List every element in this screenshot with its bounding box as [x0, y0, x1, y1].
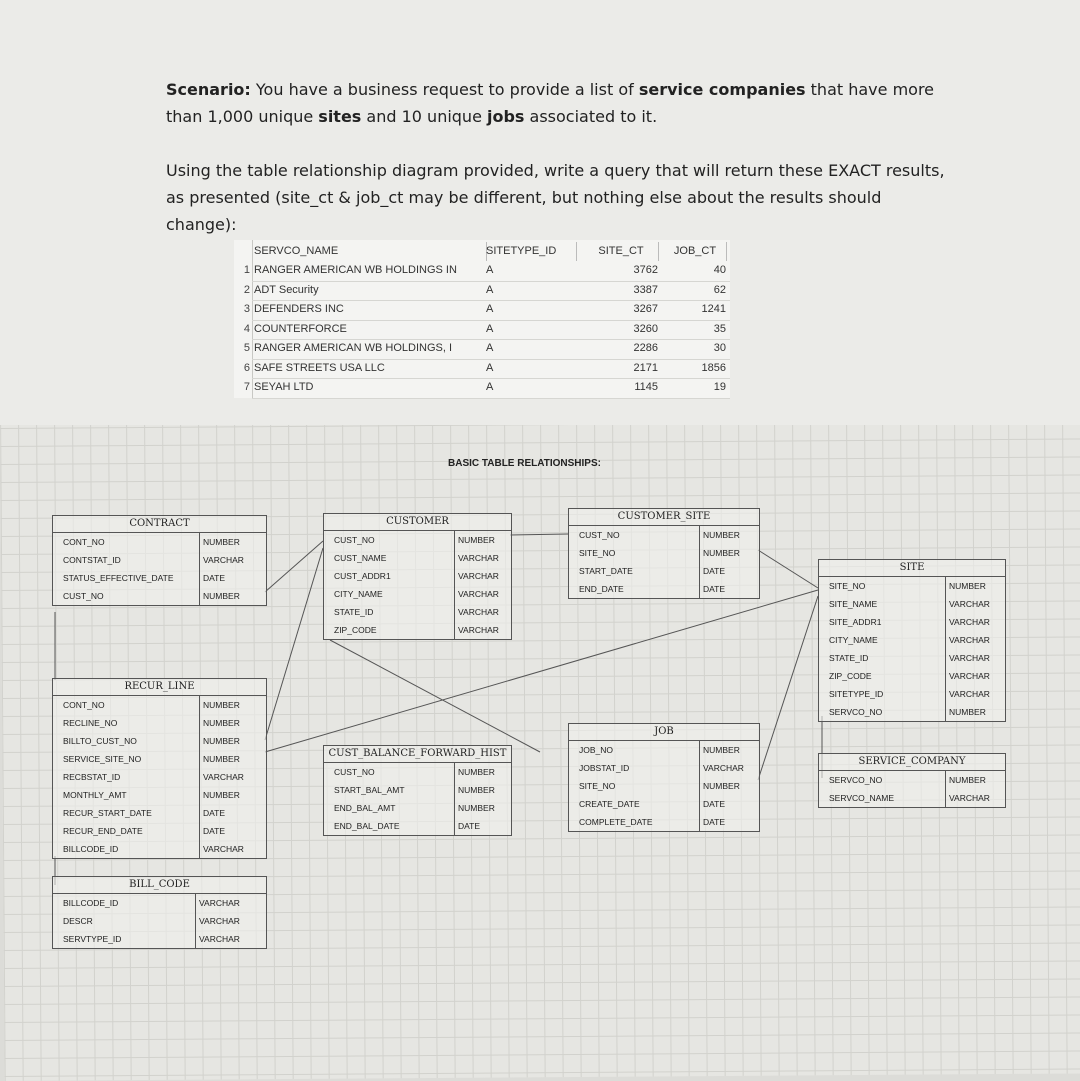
rel-customer-balance — [330, 640, 540, 752]
job-ct-cell: 30 — [713, 342, 726, 354]
field-name: SERVCO_NO — [829, 775, 883, 785]
field-type: VARCHAR — [203, 555, 244, 565]
servco-name-cell: DEFENDERS INC — [254, 303, 344, 315]
col-sitetype-id: SITETYPE_ID — [486, 242, 577, 261]
field-type: NUMBER — [949, 707, 986, 717]
field-type: VARCHAR — [949, 671, 990, 681]
table-field — [53, 696, 266, 714]
scenario-text: Scenario: You have a business request to provide a list of service companies that have more than 1,000 unique sites and 10 unique jobs associated to it. — [166, 80, 935, 126]
field-type: NUMBER — [203, 591, 240, 601]
field-name: CONTSTAT_ID — [63, 555, 121, 565]
table-field — [569, 544, 759, 562]
table-field — [819, 595, 1005, 613]
table-name: CUSTOMER_SITE — [569, 509, 759, 526]
table-field — [569, 777, 759, 795]
table-field — [324, 799, 511, 817]
table-field — [819, 667, 1005, 685]
field-type: NUMBER — [703, 530, 740, 540]
servco-name-cell: RANGER AMERICAN WB HOLDINGS IN — [254, 264, 457, 276]
servco-name-cell: COUNTERFORCE — [254, 322, 347, 335]
table-field — [324, 549, 511, 567]
table-field — [819, 789, 1005, 807]
field-name: RECUR_START_DATE — [63, 808, 152, 818]
table-cust-balance — [323, 745, 512, 836]
field-name: CITY_NAME — [334, 589, 383, 599]
sitetype-cell: A — [486, 303, 494, 315]
row-number: 6 — [243, 361, 250, 374]
field-name: CONT_NO — [63, 700, 105, 710]
field-type: VARCHAR — [458, 607, 499, 617]
field-name: CUST_NAME — [334, 553, 387, 563]
field-name: MONTHLY_AMT — [63, 790, 127, 800]
field-type: VARCHAR — [703, 763, 744, 773]
sitetype-cell: A — [486, 342, 494, 354]
field-name: CONT_NO — [63, 537, 105, 547]
table-field — [53, 732, 266, 750]
table-field — [53, 894, 266, 912]
field-name: START_DATE — [579, 566, 633, 576]
table-site — [818, 559, 1006, 722]
table-field — [324, 781, 511, 799]
row-number: 5 — [243, 342, 250, 354]
table-field — [324, 603, 511, 621]
field-name: CUST_ADDR1 — [334, 571, 391, 581]
job-ct-cell: 62 — [713, 283, 726, 296]
field-type: NUMBER — [203, 537, 240, 547]
field-type: VARCHAR — [949, 635, 990, 645]
table-name: JOB — [569, 724, 759, 741]
field-name: DESCR — [63, 916, 93, 926]
field-type: NUMBER — [203, 790, 240, 800]
table-name: CUST_BALANCE_FORWARD_HIST — [324, 746, 511, 763]
rel-customer-custsite — [510, 534, 568, 535]
table-name: SERVICE_COMPANY — [819, 754, 1005, 771]
field-name: CUST_NO — [334, 535, 375, 545]
servco-name-cell: ADT Security — [254, 283, 319, 296]
table-field — [324, 567, 511, 585]
table-field — [53, 569, 266, 587]
table-field — [569, 580, 759, 598]
table-field — [819, 631, 1005, 649]
field-type: VARCHAR — [949, 653, 990, 663]
field-name: SITE_NAME — [829, 599, 878, 609]
table-field — [53, 750, 266, 768]
field-name: STATUS_EFFECTIVE_DATE — [63, 573, 174, 583]
field-type: VARCHAR — [458, 571, 499, 581]
table-field — [53, 804, 266, 822]
table-field — [53, 533, 266, 551]
field-type: VARCHAR — [203, 844, 244, 854]
table-field — [53, 840, 266, 858]
table-field — [324, 763, 511, 781]
rel-recurline-customer — [265, 548, 323, 740]
table-field — [53, 822, 266, 840]
rel-custsite-site — [758, 550, 818, 588]
sitetype-cell: A — [486, 381, 494, 393]
sitetype-cell: A — [486, 322, 494, 335]
table-field — [569, 795, 759, 813]
table-job — [568, 723, 760, 832]
field-name: CITY_NAME — [829, 635, 878, 645]
scenario-label: Scenario: — [166, 80, 251, 99]
field-type: DATE — [458, 821, 481, 831]
field-name: SITE_NO — [579, 548, 616, 558]
table-name: CONTRACT — [53, 516, 266, 533]
field-name: CUST_NO — [579, 530, 620, 540]
field-name: SITE_ADDR1 — [829, 617, 882, 627]
field-name: JOB_NO — [579, 745, 614, 755]
field-type: NUMBER — [703, 548, 740, 558]
row-number: 1 — [243, 264, 250, 276]
table-field — [53, 714, 266, 732]
table-field — [324, 585, 511, 603]
job-ct-cell: 40 — [713, 264, 726, 276]
field-name: SERVCO_NAME — [829, 793, 895, 803]
col-site-ct: SITE_CT — [584, 242, 659, 261]
field-type: DATE — [203, 808, 226, 818]
table-field — [53, 786, 266, 804]
field-type: NUMBER — [458, 535, 495, 545]
rel-job-site — [758, 596, 818, 780]
table-contract — [52, 515, 267, 606]
job-ct-cell: 1856 — [701, 361, 726, 374]
field-type: VARCHAR — [199, 898, 240, 908]
table-field — [53, 551, 266, 569]
field-type: DATE — [203, 573, 226, 583]
field-type: NUMBER — [949, 775, 986, 785]
field-type: VARCHAR — [199, 934, 240, 944]
field-type: NUMBER — [949, 581, 986, 591]
table-field — [819, 771, 1005, 789]
field-name: ZIP_CODE — [829, 671, 872, 681]
table-service-company — [818, 753, 1006, 808]
field-name: CUST_NO — [334, 767, 375, 777]
table-field — [819, 613, 1005, 631]
field-type: VARCHAR — [203, 772, 244, 782]
col-job-ct: JOB_CT — [664, 242, 727, 261]
job-ct-cell: 35 — [713, 322, 726, 335]
field-name: STATE_ID — [334, 607, 374, 617]
instructions-text: Using the table relationship diagram provided, write a query that will return these EXACT results, as presented (site_ct & job_ct may be different, but nothing else about the results should change): — [166, 161, 945, 234]
field-type: VARCHAR — [949, 617, 990, 627]
field-name: STATE_ID — [829, 653, 869, 663]
field-type: VARCHAR — [949, 599, 990, 609]
field-name: SERVICE_SITE_NO — [63, 754, 142, 764]
table-field — [819, 577, 1005, 595]
table-recur-line — [52, 678, 267, 859]
table-field — [819, 703, 1005, 721]
field-type: DATE — [703, 799, 726, 809]
field-name: JOBSTAT_ID — [579, 763, 630, 773]
col-servco-name: SERVCO_NAME — [254, 242, 487, 261]
table-bill-code — [52, 876, 267, 949]
servco-name-cell: RANGER AMERICAN WB HOLDINGS, I — [254, 342, 453, 354]
field-type: DATE — [703, 566, 726, 576]
table-field — [569, 741, 759, 759]
field-name: BILLCODE_ID — [63, 898, 119, 908]
field-type: NUMBER — [458, 785, 495, 795]
sitetype-cell: A — [486, 361, 494, 374]
field-type: NUMBER — [458, 767, 495, 777]
field-name: START_BAL_AMT — [334, 785, 405, 795]
site-ct-cell: 1145 — [634, 381, 658, 393]
field-name: SITE_NO — [829, 581, 866, 591]
sitetype-cell: A — [486, 283, 494, 296]
field-name: BILLTO_CUST_NO — [63, 736, 137, 746]
field-name: CUST_NO — [63, 591, 104, 601]
job-ct-cell: 19 — [713, 381, 726, 393]
field-type: VARCHAR — [949, 689, 990, 699]
site-ct-cell: 3267 — [633, 303, 658, 315]
sitetype-cell: A — [486, 264, 494, 276]
row-number: 7 — [243, 381, 250, 393]
servco-name-cell: SAFE STREETS USA LLC — [254, 361, 385, 374]
field-type: NUMBER — [458, 803, 495, 813]
field-name: ZIP_CODE — [334, 625, 377, 635]
field-name: CREATE_DATE — [579, 799, 640, 809]
table-name: RECUR_LINE — [53, 679, 266, 696]
table-name: CUSTOMER — [324, 514, 511, 531]
field-type: NUMBER — [203, 736, 240, 746]
job-ct-cell: 1241 — [701, 303, 726, 315]
table-name: BILL_CODE — [53, 877, 266, 894]
table-name: SITE — [819, 560, 1005, 577]
table-field — [819, 649, 1005, 667]
field-type: NUMBER — [703, 745, 740, 755]
field-type: DATE — [703, 584, 726, 594]
field-type: NUMBER — [703, 781, 740, 791]
rel-contract-customer — [265, 541, 323, 592]
table-field — [53, 587, 266, 605]
site-ct-cell: 2171 — [633, 361, 658, 374]
field-type: VARCHAR — [199, 916, 240, 926]
table-field — [53, 912, 266, 930]
field-type: VARCHAR — [458, 553, 499, 563]
field-type: VARCHAR — [949, 793, 990, 803]
field-name: END_DATE — [579, 584, 624, 594]
field-name: SERVTYPE_ID — [63, 934, 122, 944]
table-field — [569, 562, 759, 580]
field-type: NUMBER — [203, 700, 240, 710]
field-name: RECBSTAT_ID — [63, 772, 121, 782]
table-field — [569, 526, 759, 544]
field-name: SITETYPE_ID — [829, 689, 884, 699]
field-name: SERVCO_NO — [829, 707, 883, 717]
field-name: SITE_NO — [579, 781, 616, 791]
site-ct-cell: 3762 — [633, 264, 658, 276]
row-number: 2 — [243, 283, 250, 296]
field-type: NUMBER — [203, 754, 240, 764]
site-ct-cell: 3260 — [633, 322, 658, 335]
site-ct-cell: 2286 — [633, 342, 658, 354]
field-name: RECUR_END_DATE — [63, 826, 143, 836]
table-field — [324, 621, 511, 639]
table-field — [53, 768, 266, 786]
field-type: NUMBER — [203, 718, 240, 728]
table-field — [324, 817, 511, 835]
table-field — [819, 685, 1005, 703]
field-name: END_BAL_DATE — [334, 821, 400, 831]
site-ct-cell: 3387 — [633, 283, 658, 296]
field-name: END_BAL_AMT — [334, 803, 396, 813]
field-name: RECLINE_NO — [63, 718, 118, 728]
table-field — [569, 759, 759, 777]
row-number: 3 — [243, 303, 250, 315]
field-type: DATE — [703, 817, 726, 827]
field-name: COMPLETE_DATE — [579, 817, 653, 827]
field-type: DATE — [203, 826, 226, 836]
servco-name-cell: SEYAH LTD — [254, 381, 314, 393]
field-type: VARCHAR — [458, 589, 499, 599]
table-customer-site — [568, 508, 760, 599]
row-number: 4 — [243, 322, 250, 335]
field-name: BILLCODE_ID — [63, 844, 119, 854]
field-type: VARCHAR — [458, 625, 499, 635]
table-field — [569, 813, 759, 831]
diagram-title: BASIC TABLE RELATIONSHIPS: — [448, 458, 601, 469]
table-field — [53, 930, 266, 948]
table-customer — [323, 513, 512, 640]
table-field — [324, 531, 511, 549]
